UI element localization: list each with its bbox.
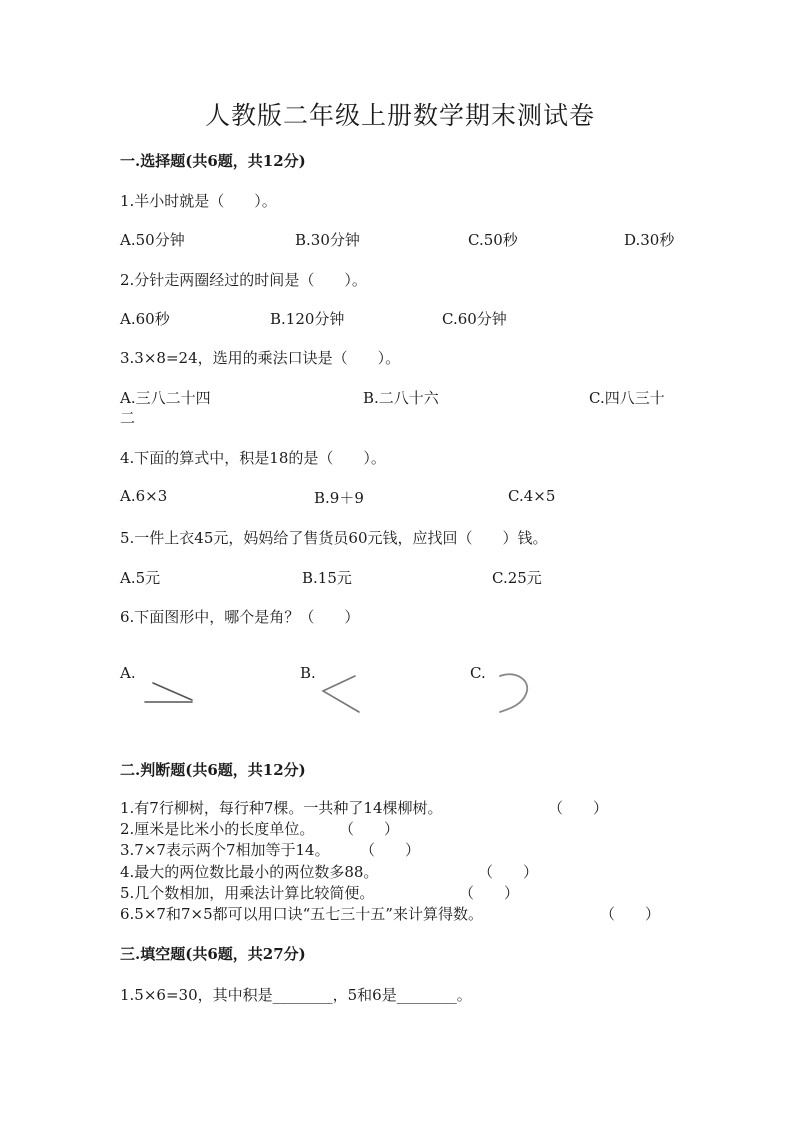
section-heading-choice: 一.选择题(共6题，共12分) <box>120 152 306 170</box>
q4-option-b: B.9＋9 <box>314 489 364 507</box>
q3-option-c-wrap: 二 <box>120 409 136 427</box>
q4-option-c: C.4×5 <box>508 487 556 505</box>
tf-item-6: 6.5×7和7×5都可以用口诀“五七三十五”来计算得数。 <box>120 905 483 923</box>
tf-item-4: 4.最大的两位数比最小的两位数多88。 <box>120 863 379 881</box>
question-6: 6.下面图形中，哪个是角？（ ） <box>120 608 360 626</box>
tf-answer-2[interactable]: （ ） <box>339 820 400 838</box>
q4-option-a: A.6×3 <box>120 487 168 505</box>
page-title: 人教版二年级上册数学期末测试卷 <box>204 101 595 130</box>
figure-angle-b <box>315 670 365 718</box>
q1-option-d: D.30秒 <box>624 231 675 249</box>
tf-answer-1[interactable]: （ ） <box>548 799 609 817</box>
q1-option-a: A.50分钟 <box>120 231 185 249</box>
tf-item-5: 5.几个数相加，用乘法计算比较简便。 <box>120 884 375 902</box>
q3-option-a: A.三八二十四 <box>120 389 211 407</box>
q1-option-b: B.30分钟 <box>295 231 360 249</box>
q5-option-b: B.15元 <box>302 569 352 587</box>
section-heading-fill-blank: 三.填空题(共6题，共27分) <box>120 945 306 963</box>
tf-answer-3[interactable]: （ ） <box>360 841 421 859</box>
q3-option-c: C.四八三十 <box>589 389 665 407</box>
question-4: 4.下面的算式中，积是18的是（ ）。 <box>120 449 386 467</box>
tf-answer-5[interactable]: （ ） <box>459 884 520 902</box>
tf-item-3: 3.7×7表示两个7相加等于14。 <box>120 841 330 859</box>
q1-option-c: C.50秒 <box>468 231 518 249</box>
q2-option-a: A.60秒 <box>120 310 170 328</box>
q5-option-c: C.25元 <box>492 569 542 587</box>
q6-option-b: B. <box>300 664 316 682</box>
question-2: 2.分针走两圈经过的时间是（ ）。 <box>120 271 367 289</box>
question-3: 3.3×8=24，选用的乘法口诀是（ ）。 <box>120 349 401 367</box>
tf-item-2: 2.厘米是比米小的长度单位。 <box>120 820 315 838</box>
q2-option-b: B.120分钟 <box>270 310 345 328</box>
question-5: 5.一件上衣45元，妈妈给了售货员60元钱，应找回（ ）钱。 <box>120 529 548 547</box>
section-heading-true-false: 二.判断题(共6题，共12分) <box>120 761 306 779</box>
q6-option-a: A. <box>120 664 136 682</box>
figure-curve-c <box>490 668 540 718</box>
q6-option-c: C. <box>470 664 486 682</box>
tf-item-1: 1.有7行柳树，每行种7棵。一共种了14棵柳树。 <box>120 799 443 817</box>
question-1: 1.半小时就是（ ）。 <box>120 192 277 210</box>
figure-angle-a <box>140 678 200 708</box>
tf-answer-4[interactable]: （ ） <box>478 863 539 881</box>
fill-question-1: 1.5×6=30，其中积是________，5和6是________。 <box>120 986 472 1004</box>
q2-option-c: C.60分钟 <box>442 310 507 328</box>
q5-option-a: A.5元 <box>120 569 161 587</box>
tf-answer-6[interactable]: （ ） <box>600 905 661 923</box>
q3-option-b: B.二八十六 <box>363 389 439 407</box>
